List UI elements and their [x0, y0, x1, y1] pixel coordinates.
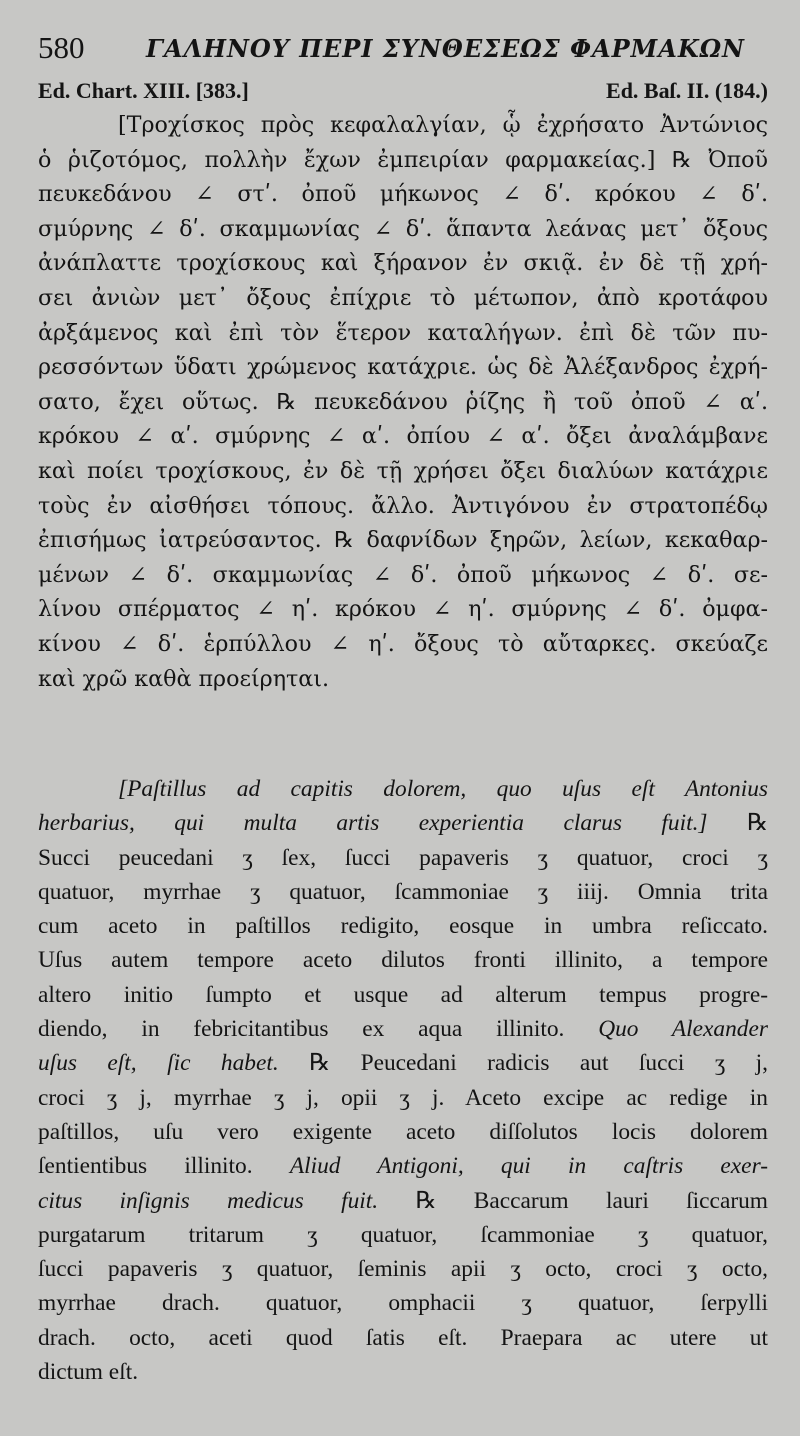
latin-subtitle: Quo Alexander — [598, 1016, 768, 1043]
edition-chartier: Ed. Chart. XIII. [383.] — [38, 78, 249, 103]
latin-line — [38, 806, 768, 840]
greek-line: σατο, ἔχει οὕτως. ℞ πευκεδάνου ῥίζης ἢ τοῦ ὀποῦ ∠ αʹ. — [38, 388, 768, 415]
greek-line: κίνου ∠ δʹ. ἑρπύλλου ∠ ηʹ. ὄξους τὸ αὔταρκες. σκεύαζε — [38, 630, 768, 657]
greek-line: ἀνάπλαττε τροχίσκους καὶ ξήρανον ἐν σκιᾷ. ἐν δὲ τῇ χρή- — [38, 250, 768, 277]
running-title: ΓΑΛΗΝΟΥ ΠΕΡΙ ΣΥΝΘΕΣΕΩΣ ΦΑΡΜΑΚΩΝ — [146, 34, 745, 63]
edition-references — [38, 78, 768, 108]
latin-text: ſentientibus illinito. — [38, 1153, 290, 1180]
greek-line: κρόκου ∠ αʹ. σμύρνης ∠ αʹ. ὀπίου ∠ αʹ. ὄξει ἀναλάμβανε — [38, 423, 768, 450]
latin-title-text: [Paſtillus ad capitis dolorem, quo uſus eſt Antonius — [118, 776, 768, 802]
latin-line: altero initio ſumpto et usque ad alterum tempus progre- — [38, 981, 768, 1008]
latin-line — [38, 1184, 768, 1218]
greek-line: λίνου σπέρματος ∠ ηʹ. κρόκου ∠ ηʹ. σμύρνης ∠ δʹ. ὀμφα- — [38, 596, 768, 623]
greek-line: ἐπισήμως ἰατρεύσαντος. ℞ δαφνίδων ξηρῶν, λείων, κεκαθαρ- — [38, 527, 768, 554]
latin-line — [38, 1149, 768, 1183]
latin-subtitle: uſus eſt, ſic habet. — [38, 1050, 279, 1077]
greek-line: πευκεδάνου ∠ στʹ. ὀποῦ μήκωνος ∠ δʹ. κρόκου ∠ δʹ. — [38, 181, 768, 208]
greek-line: σει ἀνιὼν μετ᾽ ὄξους ἐπίχριε τὸ μέτωπον, ἀπὸ κροτάφου — [38, 284, 768, 311]
latin-translation — [38, 772, 768, 1389]
greek-line: καὶ χρῶ καθὰ προείρηται. — [38, 665, 330, 692]
greek-line: μένων ∠ δʹ. σκαμμωνίας ∠ δʹ. ὀποῦ μήκωνος ∠ δʹ. σε- — [38, 561, 768, 588]
latin-line: cum aceto in paſtillos redigito, eosque in umbra reſiccato. — [38, 913, 768, 940]
greek-line: τοὺς ἐν αἰσθήσει τόπους. ἄλλο. Ἀντιγόνου ἐν στρατοπέδῳ — [38, 492, 768, 519]
latin-line: Uſus autem tempore aceto dilutos fronti illinito, a tempore — [38, 947, 768, 974]
latin-text: ℞ Baccarum lauri ſiccarum — [378, 1187, 769, 1214]
latin-line: quatuor, myrrhae ʒ quatuor, ſcammoniae ʒ iiij. Omnia trita — [38, 878, 768, 905]
latin-line: croci ʒ j, myrrhae ʒ j, opii ʒ j. Aceto excipe ac redige in — [38, 1084, 768, 1111]
greek-line: ὁ ῥιζοτόμος, πολλὴν ἔχων ἐμπειρίαν φαρμακείας.] ℞ Ὀποῦ — [38, 146, 768, 173]
recipe-symbol: ℞ — [707, 810, 768, 837]
edition-basel: Ed. Baſ. II. (184.) — [606, 78, 768, 103]
latin-line: dictum eſt. — [38, 1359, 139, 1386]
latin-line: ſucci papaveris ʒ quatuor, ſeminis apii ʒ octo, croci ʒ octo, — [38, 1256, 768, 1283]
latin-subtitle: citus inſignis medicus fuit. — [38, 1187, 379, 1214]
latin-line — [38, 1046, 768, 1080]
latin-line: Succi peucedani ʒ ſex, ſucci papaveris ʒ quatuor, croci ʒ — [38, 844, 768, 871]
greek-line: ρεσσόντων ὕδατι χρώμενος κατάχριε. ὡς δὲ Ἀλέξανδρος ἐχρή- — [38, 354, 768, 381]
latin-line: drach. octo, aceti quod ſatis eſt. Praepara ac utere ut — [38, 1324, 768, 1351]
page-header — [38, 30, 768, 74]
latin-subtitle: Aliud Antigoni, qui in caſtris exer- — [289, 1153, 768, 1180]
page-number: 580 — [38, 30, 85, 65]
greek-line: καὶ ποίει τροχίσκους, ἐν δὲ τῇ χρήσει ὄξει διαλύων κατάχριε — [38, 457, 768, 484]
greek-line: σμύρνης ∠ δʹ. σκαμμωνίας ∠ δʹ. ἅπαντα λεάνας μετ᾽ ὄξους — [38, 215, 768, 242]
greek-line: [Τροχίσκος πρὸς κεφαλαλγίαν, ᾧ ἐχρήσατο Ἀντώνιος — [118, 112, 768, 138]
latin-line: paſtillos, uſu vero exigente aceto diſſolutos locis dolorem — [38, 1118, 768, 1145]
greek-text — [38, 108, 768, 696]
latin-text: diendo, in febricitantibus ex aqua illinito. — [38, 1016, 599, 1043]
latin-line: myrrhae drach. quatuor, omphacii ʒ quatuor, ſerpylli — [38, 1290, 768, 1317]
latin-title-text: herbarius, qui multa artis experientia clarus fuit.] — [38, 810, 708, 837]
latin-line: purgatarum tritarum ʒ quatuor, ſcammoniae ʒ quatuor, — [38, 1221, 768, 1248]
latin-text: ℞ Peucedani radicis aut ſucci ʒ j, — [278, 1050, 768, 1077]
latin-line — [38, 772, 768, 806]
greek-line: ἀρξάμενος καὶ ἐπὶ τὸν ἕτερον καταλήγων. ἐπὶ δὲ τῶν πυ- — [38, 319, 768, 346]
latin-line — [38, 1012, 768, 1046]
